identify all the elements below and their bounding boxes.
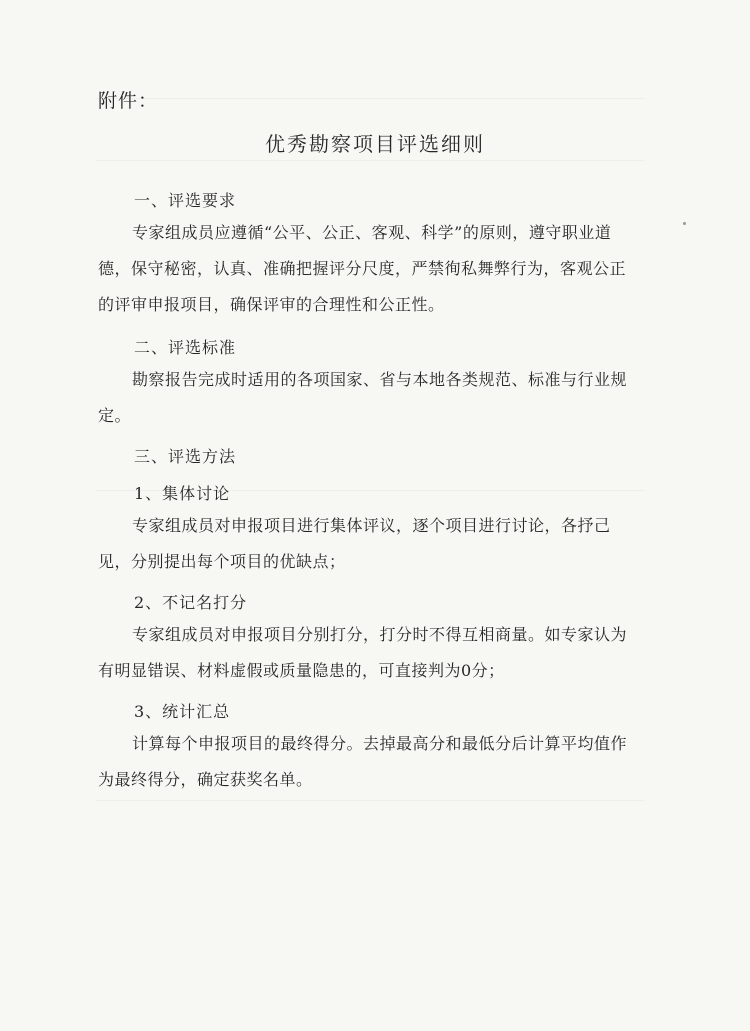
section-heading-methods: 三、评选方法 <box>134 447 237 466</box>
show-through-line <box>95 98 645 99</box>
method-heading-tally: 3、统计汇总 <box>134 702 231 721</box>
paragraph-text: 专家组成员对申报项目进行集体评议，逐个项目进行讨论，各抒己见，分别提出每个项目的优缺点； <box>98 516 611 571</box>
paragraph-text: 勘察报告完成时适用的各项国家、省与本地各类规范、标准与行业规定。 <box>98 370 628 425</box>
method-heading-discussion: 1、集体讨论 <box>134 484 231 503</box>
document-title: 优秀勘察项目评选细则 <box>265 132 485 156</box>
method-paragraph-anonymous-scoring <box>98 617 642 689</box>
section-paragraph-standards <box>98 362 642 434</box>
section-heading-requirements: 一、评选要求 <box>134 191 237 210</box>
method-paragraph-tally <box>98 726 642 798</box>
section-heading-standards: 二、评选标准 <box>134 338 237 357</box>
section-paragraph-requirements <box>98 215 642 323</box>
scan-speck <box>683 222 686 225</box>
method-paragraph-discussion <box>98 508 642 580</box>
paragraph-text: 计算每个申报项目的最终得分。去掉最高分和最低分后计算平均值作为最终得分，确定获奖名单。 <box>98 734 628 789</box>
attachment-label: 附件： <box>98 90 159 112</box>
show-through-line <box>95 800 645 801</box>
paragraph-text: 专家组成员对申报项目分别打分，打分时不得互相商量。如专家认为有明显错误、材料虚假或质量隐患的，可直接判为0分； <box>98 625 628 680</box>
method-heading-anonymous-scoring: 2、不记名打分 <box>134 593 248 612</box>
paragraph-text: 专家组成员应遵循“公平、公正、客观、科学”的原则，遵守职业道德，保守秘密，认真、准确把握评分尺度，严禁徇私舞弊行为，客观公正的评审申报项目，确保评审的合理性和公正性。 <box>98 223 627 314</box>
show-through-line <box>95 160 645 161</box>
